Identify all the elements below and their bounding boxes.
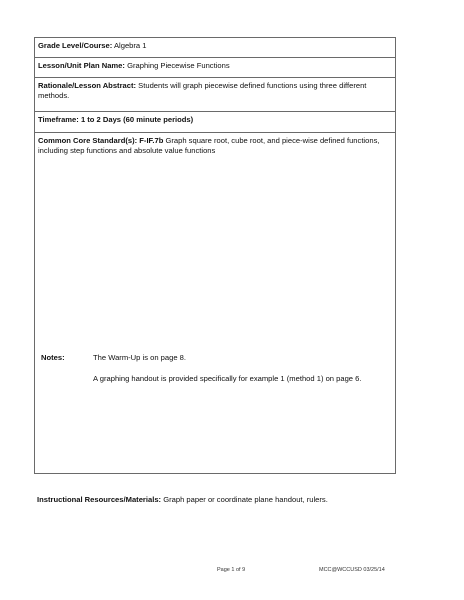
resources-value: Graph paper or coordinate plane handout, rulers.	[163, 495, 328, 504]
notes-warm-up: The Warm-Up is on page 8.	[93, 353, 186, 362]
notes-handout: A graphing handout is provided specifically for example 1 (method 1) on page 6.	[93, 374, 362, 383]
grade-level-value: Algebra 1	[113, 41, 147, 50]
lesson-abstract-value: Students will graph piecewise defined functions using three different methods.	[38, 81, 367, 100]
instructional-resources	[37, 495, 328, 505]
grade-level-label: Grade Level/Course:	[38, 41, 113, 50]
lesson-abstract-label: Rationale/Lesson Abstract:	[38, 81, 137, 90]
unit-plan-value: Graphing Piecewise Functions	[127, 61, 230, 70]
timeframe-value: 1 to 2 Days (60 minute periods)	[80, 115, 194, 124]
timeframe-label: Timeframe:	[38, 115, 79, 124]
notes-label: Notes:	[41, 353, 65, 362]
timeframe-row	[35, 112, 395, 133]
lesson-abstract-row	[35, 78, 395, 112]
standard-description: Graph square root, cube root, and piece-wise defined functions, including step functions and absolute value functions	[38, 136, 380, 155]
footer-code: MCC@WCCUSD 03/25/14	[319, 567, 385, 573]
common-core-standard-row	[35, 133, 395, 473]
page-number: Page 1 of 9	[217, 567, 246, 573]
grade-level-row	[35, 38, 395, 58]
lesson-plan-table	[34, 37, 396, 474]
standard-label: Common Core Standard(s):	[38, 136, 138, 145]
resources-label: Instructional Resources/Materials:	[37, 495, 162, 504]
unit-plan-row	[35, 58, 395, 78]
unit-plan-label: Lesson/Unit Plan Name:	[38, 61, 125, 70]
standard-code: F-IF.7b	[139, 136, 164, 145]
